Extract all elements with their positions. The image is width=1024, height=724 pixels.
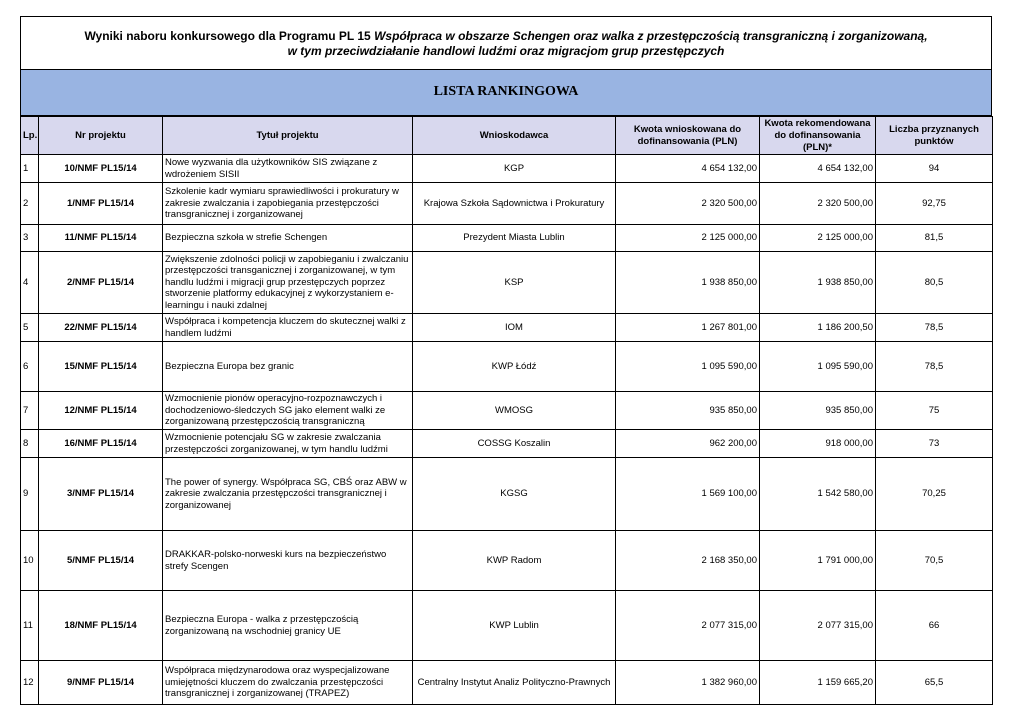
- cell-wnioskodawca: KGSG: [413, 458, 616, 531]
- title-italic-1: Współpraca w obszarze Schengen oraz walka z przestępczością transgraniczną i zorganizowaną,: [374, 29, 928, 43]
- cell-tytul: Szkolenie kadr wymiaru sprawiedliwości i prokuratury w zakresie zwalczania i zapobiegania przestępczości transgranicznej i zorganizowanej: [163, 183, 413, 225]
- table-row: [21, 392, 993, 430]
- cell-punkty: 66: [876, 591, 993, 661]
- cell-wnioskodawca: KGP: [413, 155, 616, 183]
- cell-tytul: Nowe wyzwania dla użytkowników SIS związane z wdrożeniem SISII: [163, 155, 413, 183]
- cell-nr: 16/NMF PL15/14: [39, 430, 163, 458]
- table-row: [21, 225, 993, 252]
- cell-kwota-rekomendowana: 1 938 850,00: [760, 252, 876, 314]
- table-row: [21, 531, 993, 591]
- cell-tytul: Bezpieczna szkoła w strefie Schengen: [163, 225, 413, 252]
- cell-kwota-rekomendowana: 1 791 000,00: [760, 531, 876, 591]
- cell-nr: 10/NMF PL15/14: [39, 155, 163, 183]
- cell-tytul: Zwiększenie zdolności policji w zapobieganiu i zwalczaniu przestępczości transganicznej i zorganizowanej, w tym handlu ludźmi i migracji grup przestępczych poprzez stworzenie platformy edukacyjnej z wykorzystaniem e-learningu i nauki zdalnej: [163, 252, 413, 314]
- cell-tytul: Współpraca i kompetencja kluczem do skutecznej walki z handlem ludźmi: [163, 314, 413, 342]
- cell-kwota-wnioskowana: 1 267 801,00: [616, 314, 760, 342]
- cell-wnioskodawca: Centralny Instytut Analiz Polityczno-Prawnych: [413, 661, 616, 705]
- cell-kwota-wnioskowana: 1 095 590,00: [616, 342, 760, 392]
- cell-punkty: 92,75: [876, 183, 993, 225]
- cell-nr: 5/NMF PL15/14: [39, 531, 163, 591]
- cell-kwota-wnioskowana: 2 125 000,00: [616, 225, 760, 252]
- cell-punkty: 78,5: [876, 342, 993, 392]
- cell-kwota-wnioskowana: 962 200,00: [616, 430, 760, 458]
- table-row: [21, 458, 993, 531]
- ranking-table: [20, 116, 993, 705]
- cell-lp: 12: [21, 661, 39, 705]
- cell-tytul: DRAKKAR-polsko-norweski kurs na bezpieczeństwo strefy Scengen: [163, 531, 413, 591]
- cell-nr: 1/NMF PL15/14: [39, 183, 163, 225]
- cell-lp: 2: [21, 183, 39, 225]
- cell-kwota-wnioskowana: 2 320 500,00: [616, 183, 760, 225]
- col-header-nr: Nr projektu: [39, 117, 163, 155]
- cell-wnioskodawca: COSSG Koszalin: [413, 430, 616, 458]
- table-row: [21, 314, 993, 342]
- cell-kwota-wnioskowana: 935 850,00: [616, 392, 760, 430]
- cell-wnioskodawca: IOM: [413, 314, 616, 342]
- table-row: [21, 183, 993, 225]
- cell-tytul: Współpraca międzynarodowa oraz wyspecjalizowane umiejętności kluczem do zwalczania przestępczości transgranicznej i zorganizowanej (TRAPEZ): [163, 661, 413, 705]
- cell-lp: 6: [21, 342, 39, 392]
- cell-kwota-rekomendowana: 1 542 580,00: [760, 458, 876, 531]
- cell-kwota-rekomendowana: 935 850,00: [760, 392, 876, 430]
- cell-kwota-rekomendowana: 1 095 590,00: [760, 342, 876, 392]
- cell-nr: 22/NMF PL15/14: [39, 314, 163, 342]
- cell-nr: 11/NMF PL15/14: [39, 225, 163, 252]
- cell-lp: 1: [21, 155, 39, 183]
- cell-kwota-wnioskowana: 4 654 132,00: [616, 155, 760, 183]
- cell-nr: 2/NMF PL15/14: [39, 252, 163, 314]
- col-header-kwota-wnioskowana: Kwota wnioskowana do dofinansowania (PLN): [616, 117, 760, 155]
- cell-tytul: Bezpieczna Europa - walka z przestępczością zorganizowaną na wschodniej granicy UE: [163, 591, 413, 661]
- ranking-heading: LISTA RANKINGOWA: [20, 70, 992, 116]
- cell-kwota-wnioskowana: 2 077 315,00: [616, 591, 760, 661]
- cell-kwota-wnioskowana: 1 382 960,00: [616, 661, 760, 705]
- cell-punkty: 70,5: [876, 531, 993, 591]
- cell-lp: 11: [21, 591, 39, 661]
- cell-lp: 9: [21, 458, 39, 531]
- cell-lp: 5: [21, 314, 39, 342]
- cell-punkty: 73: [876, 430, 993, 458]
- col-header-punkty: Liczba przyznanych punktów: [876, 117, 993, 155]
- cell-tytul: Bezpieczna Europa bez granic: [163, 342, 413, 392]
- col-header-tytul: Tytuł projektu: [163, 117, 413, 155]
- title-line-2: [21, 44, 991, 59]
- table-row: [21, 252, 993, 314]
- cell-kwota-rekomendowana: 2 077 315,00: [760, 591, 876, 661]
- table-row: [21, 661, 993, 705]
- cell-wnioskodawca: KWP Radom: [413, 531, 616, 591]
- cell-lp: 4: [21, 252, 39, 314]
- table-row: [21, 155, 993, 183]
- table-row: [21, 591, 993, 661]
- cell-nr: 12/NMF PL15/14: [39, 392, 163, 430]
- table-row: [21, 430, 993, 458]
- table-row: [21, 342, 993, 392]
- title-line-1: [21, 29, 991, 44]
- cell-kwota-rekomendowana: 918 000,00: [760, 430, 876, 458]
- cell-wnioskodawca: Prezydent Miasta Lublin: [413, 225, 616, 252]
- cell-kwota-rekomendowana: 1 159 665,20: [760, 661, 876, 705]
- cell-kwota-rekomendowana: 2 320 500,00: [760, 183, 876, 225]
- col-header-wnioskodawca: Wnioskodawca: [413, 117, 616, 155]
- cell-kwota-rekomendowana: 4 654 132,00: [760, 155, 876, 183]
- cell-lp: 3: [21, 225, 39, 252]
- cell-kwota-wnioskowana: 2 168 350,00: [616, 531, 760, 591]
- cell-lp: 8: [21, 430, 39, 458]
- cell-tytul: Wzmocnienie potencjału SG w zakresie zwalczania przestępczości zorganizowanej, w tym handlu ludźmi: [163, 430, 413, 458]
- cell-punkty: 80,5: [876, 252, 993, 314]
- cell-nr: 3/NMF PL15/14: [39, 458, 163, 531]
- header-row: [21, 117, 993, 155]
- cell-kwota-wnioskowana: 1 938 850,00: [616, 252, 760, 314]
- cell-wnioskodawca: KWP Łódź: [413, 342, 616, 392]
- cell-punkty: 65,5: [876, 661, 993, 705]
- cell-kwota-rekomendowana: 1 186 200,50: [760, 314, 876, 342]
- cell-punkty: 81,5: [876, 225, 993, 252]
- cell-wnioskodawca: Krajowa Szkoła Sądownictwa i Prokuratury: [413, 183, 616, 225]
- cell-wnioskodawca: WMOSG: [413, 392, 616, 430]
- cell-tytul: The power of synergy. Współpraca SG, CBŚ oraz ABW w zakresie zwalczania przestępczości transgranicznej i zorganizowanej: [163, 458, 413, 531]
- col-header-kwota-rekomendowana: Kwota rekomendowana do dofinansowania (PLN)*: [760, 117, 876, 155]
- document-title: [20, 16, 992, 70]
- cell-nr: 18/NMF PL15/14: [39, 591, 163, 661]
- cell-nr: 15/NMF PL15/14: [39, 342, 163, 392]
- col-header-lp: Lp.: [21, 117, 39, 155]
- cell-punkty: 75: [876, 392, 993, 430]
- title-plain: Wyniki naboru konkursowego dla Programu PL 15: [84, 29, 375, 43]
- cell-wnioskodawca: KSP: [413, 252, 616, 314]
- cell-kwota-rekomendowana: 2 125 000,00: [760, 225, 876, 252]
- title-italic-2: w tym przeciwdziałanie handlowi ludźmi oraz migracjom grup przestępczych: [287, 44, 725, 58]
- cell-lp: 7: [21, 392, 39, 430]
- cell-wnioskodawca: KWP Lublin: [413, 591, 616, 661]
- cell-lp: 10: [21, 531, 39, 591]
- cell-punkty: 78,5: [876, 314, 993, 342]
- cell-nr: 9/NMF PL15/14: [39, 661, 163, 705]
- cell-kwota-wnioskowana: 1 569 100,00: [616, 458, 760, 531]
- cell-punkty: 70,25: [876, 458, 993, 531]
- ranking-document: [20, 16, 992, 705]
- cell-tytul: Wzmocnienie pionów operacyjno-rozpoznawczych i dochodzeniowo-śledczych SG jako element walki ze zorganizowaną przestępczością transgraniczną: [163, 392, 413, 430]
- cell-punkty: 94: [876, 155, 993, 183]
